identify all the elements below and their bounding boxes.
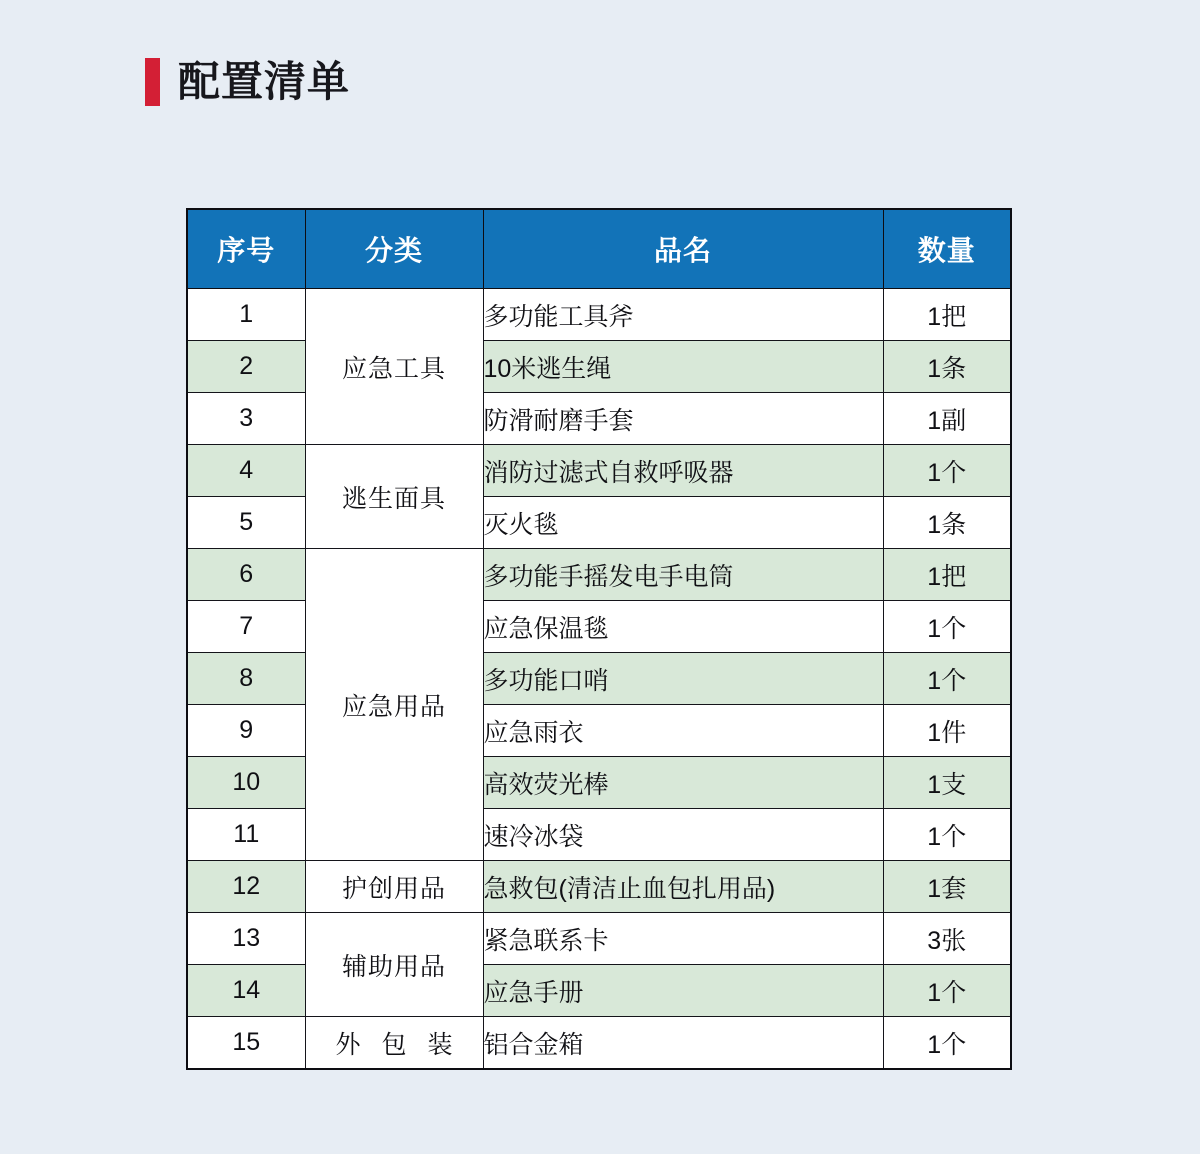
column-header-index: 序号 [187, 209, 305, 289]
cell-item-name: 高效荧光棒 [483, 757, 883, 809]
cell-item-name: 速冷冰袋 [483, 809, 883, 861]
table-row [187, 445, 1011, 497]
cell-category: 外 包 装 [305, 1017, 483, 1070]
cell-quantity: 1个 [883, 1017, 1011, 1070]
cell-quantity: 1套 [883, 861, 1011, 913]
cell-item-name: 应急雨衣 [483, 705, 883, 757]
configuration-list-table-wrapper [186, 208, 1010, 1070]
cell-index: 11 [187, 809, 305, 861]
cell-item-name: 10米逃生绳 [483, 341, 883, 393]
cell-quantity: 1条 [883, 497, 1011, 549]
cell-quantity: 1个 [883, 601, 1011, 653]
table-row [187, 913, 1011, 965]
configuration-list-table [186, 208, 1012, 1070]
cell-item-name: 应急保温毯 [483, 601, 883, 653]
table-row [187, 549, 1011, 601]
cell-index: 12 [187, 861, 305, 913]
cell-index: 1 [187, 289, 305, 341]
cell-quantity: 1件 [883, 705, 1011, 757]
cell-index: 3 [187, 393, 305, 445]
cell-quantity: 1个 [883, 445, 1011, 497]
cell-category: 逃生面具 [305, 445, 483, 549]
table-header-row [187, 209, 1011, 289]
cell-quantity: 1把 [883, 289, 1011, 341]
cell-item-name: 应急手册 [483, 965, 883, 1017]
table-row [187, 861, 1011, 913]
cell-index: 7 [187, 601, 305, 653]
page-title-text: 配置清单 [178, 58, 351, 105]
cell-item-name: 急救包(清洁止血包扎用品) [483, 861, 883, 913]
cell-index: 10 [187, 757, 305, 809]
cell-quantity: 1副 [883, 393, 1011, 445]
cell-index: 14 [187, 965, 305, 1017]
cell-item-name: 紧急联系卡 [483, 913, 883, 965]
cell-item-name: 灭火毯 [483, 497, 883, 549]
cell-quantity: 1个 [883, 965, 1011, 1017]
cell-index: 6 [187, 549, 305, 601]
cell-item-name: 多功能工具斧 [483, 289, 883, 341]
cell-index: 9 [187, 705, 305, 757]
cell-category: 应急用品 [305, 549, 483, 861]
cell-category: 护创用品 [305, 861, 483, 913]
table-row [187, 1017, 1011, 1070]
cell-quantity: 3张 [883, 913, 1011, 965]
cell-index: 8 [187, 653, 305, 705]
cell-index: 2 [187, 341, 305, 393]
cell-item-name: 多功能手摇发电手电筒 [483, 549, 883, 601]
cell-index: 4 [187, 445, 305, 497]
cell-item-name: 铝合金箱 [483, 1017, 883, 1070]
table-row [187, 289, 1011, 341]
title-accent-bar [145, 58, 160, 106]
cell-index: 15 [187, 1017, 305, 1070]
cell-index: 13 [187, 913, 305, 965]
cell-category: 辅助用品 [305, 913, 483, 1017]
cell-quantity: 1个 [883, 653, 1011, 705]
cell-quantity: 1个 [883, 809, 1011, 861]
cell-quantity: 1支 [883, 757, 1011, 809]
cell-quantity: 1把 [883, 549, 1011, 601]
column-header-category: 分类 [305, 209, 483, 289]
table-body [187, 289, 1011, 1070]
cell-item-name: 多功能口哨 [483, 653, 883, 705]
cell-item-name: 防滑耐磨手套 [483, 393, 883, 445]
column-header-quantity: 数量 [883, 209, 1011, 289]
cell-quantity: 1条 [883, 341, 1011, 393]
column-header-name: 品名 [483, 209, 883, 289]
cell-index: 5 [187, 497, 305, 549]
cell-category: 应急工具 [305, 289, 483, 445]
cell-item-name: 消防过滤式自救呼吸器 [483, 445, 883, 497]
page-title [145, 58, 350, 106]
